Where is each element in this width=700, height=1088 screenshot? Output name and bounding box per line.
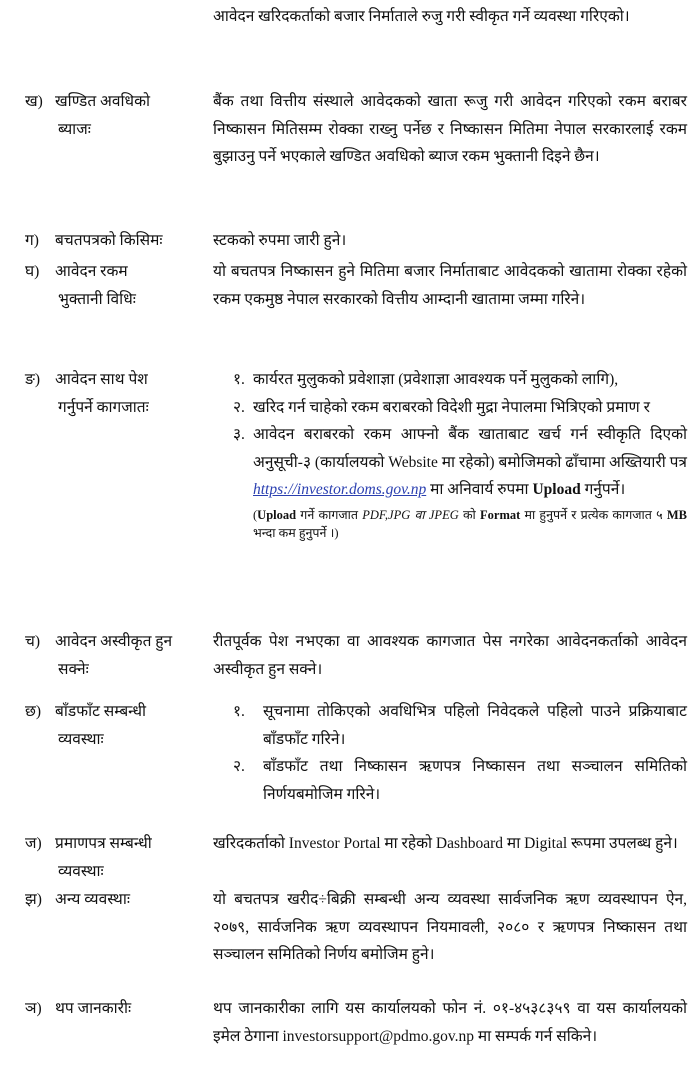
section-body: बैंक तथा वित्तीय संस्थाले आवेदकको खाता रूजु गरी आवेदन गरिएको रकम बराबर निष्कासन मितिसम्म रोक्का राख्नु पर्नेछ र निष्कासन मितिमा नेपाल सरकारलाई रकम बुझाउनु पर्ने भएकाले खण्डित अवधिको ब्याज रकम भुक्तानी दिइने छैन। (213, 93, 687, 165)
list-item: १. सूचनामा तोकिएको अवधिभित्र पहिलो निवेदकले पहिलो पाउने प्रक्रियाबाट बाँडफाँट गरिने। (233, 703, 687, 748)
upload-note: (Upload गर्ने कागजात PDF,JPG वा JPEG को Format मा हुनुपर्ने र प्रत्येक कागजात ५ MB भन्दा कम हुनुपर्ने ।) (253, 507, 687, 540)
section-label: आवेदन रकम (55, 263, 128, 280)
section-marker: छ) (25, 703, 42, 720)
section-label-cont: ब्याजः (58, 120, 91, 138)
section-label: आवेदन अस्वीकृत हुन (55, 633, 173, 650)
section-label-cont: सक्नेः (58, 660, 89, 678)
section-marker: ङ) (25, 371, 41, 388)
allotment-list (233, 698, 687, 808)
section-label-cont: गर्नुपर्ने कागजातः (58, 398, 149, 416)
section-label: बाँडफाँट सम्बन्धी (55, 703, 147, 720)
section-body: रीतपूर्वक पेश नभएका वा आवश्यक कागजात पेस नगरेका आवेदनकर्ताको आवेदन अस्वीकृत हुन सक्ने। (213, 633, 687, 678)
section-marker: ख) (25, 93, 43, 110)
section-label-cont: भुक्तानी विधिः (58, 290, 136, 308)
section-marker: ञ) (25, 1000, 42, 1017)
section-label: बचतपत्रको किसिमः (55, 232, 163, 249)
section-marker: झ) (25, 891, 42, 908)
section-label-cont: व्यवस्थाः (58, 730, 104, 748)
section-label: अन्य व्यवस्थाः (55, 891, 130, 908)
section-body: यो बचतपत्र निष्कासन हुने मितिमा बजार निर्माताबाट आवेदकको खातामा रोक्का रहेको रकम एकमुष्ठ नेपाल सरकारको वित्तीय आम्दानी खातामा जम्मा गरिने। (213, 263, 687, 308)
section-label-cont: व्यवस्थाः (58, 862, 104, 880)
section-label: आवेदन साथ पेश (55, 371, 148, 388)
intro-text: आवेदन खरिदकर्ताको बजार निर्माताले रुजु गरी स्वीकृत गर्ने व्यवस्था गरिएको। (213, 8, 630, 25)
list-item: २. खरिद गर्न चाहेको रकम बराबरको विदेशी मुद्रा नेपालमा भित्रिएको प्रमाण र (233, 398, 650, 416)
section-label: प्रमाणपत्र सम्बन्धी (55, 835, 152, 852)
list-item: ३. आवेदन बराबरको रकम आफ्नो बैंक खाताबाट खर्च गर्न स्वीकृति दिएको अनुसूची-३ (कार्यालयको Website मा रहेको) बमोजिमको ढाँचामा अख्तियारी पत्र https://investor.doms.gov.np मा अनिवार्य रुपमा Upload गर्नुपर्ने। (Upload गर्ने कागजात PDF,JPG वा JPEG को Format मा हुनुपर्ने र प्रत्येक कागजात ५ MB भन्दा कम हुनुपर्ने ।) (233, 426, 687, 540)
section-marker: च) (25, 633, 41, 650)
section-label: खण्डित अवधिको (55, 93, 150, 110)
investor-portal-link[interactable]: https://investor.doms.gov.np (253, 481, 427, 498)
section-marker: ग) (25, 232, 39, 249)
section-label: थप जानकारीः (55, 1000, 132, 1017)
list-item: १. कार्यरत मुलुकको प्रवेशाज्ञा (प्रवेशाज्ञा आवश्यक पर्ने मुलुकको लागि), (233, 371, 619, 388)
documents-list (233, 366, 687, 542)
list-item: २. बाँडफाँट तथा निष्कासन ऋणपत्र निष्कासन तथा सञ्चालन समितिको निर्णयबमोजिम गरिने। (233, 758, 687, 803)
section-body: यो बचतपत्र खरीद÷बिक्री सम्बन्धी अन्य व्यवस्था सार्वजनिक ऋण व्यवस्थापन ऐन, २०७९, सार्वजनिक ऋण व्यवस्थापन नियमावली, २०८० र ऋणपत्र निष्कासन तथा सञ्चालन समितिको निर्णय बमोजिम हुने। (213, 891, 687, 963)
section-marker: ज) (25, 835, 42, 852)
section-body: स्टकको रुपमा जारी हुने। (213, 232, 347, 249)
section-marker: घ) (25, 263, 40, 280)
section-body: खरिदकर्ताको Investor Portal मा रहेको Dashboard मा Digital रूपमा उपलब्ध हुने। (213, 835, 678, 852)
section-body: थप जानकारीका लागि यस कार्यालयको फोन नं. ०१-४५३८३५९ वा यस कार्यालयको इमेल ठेगाना investorsupport@pdmo.gov.np मा सम्पर्क गर्न सकिने। (213, 1000, 687, 1045)
